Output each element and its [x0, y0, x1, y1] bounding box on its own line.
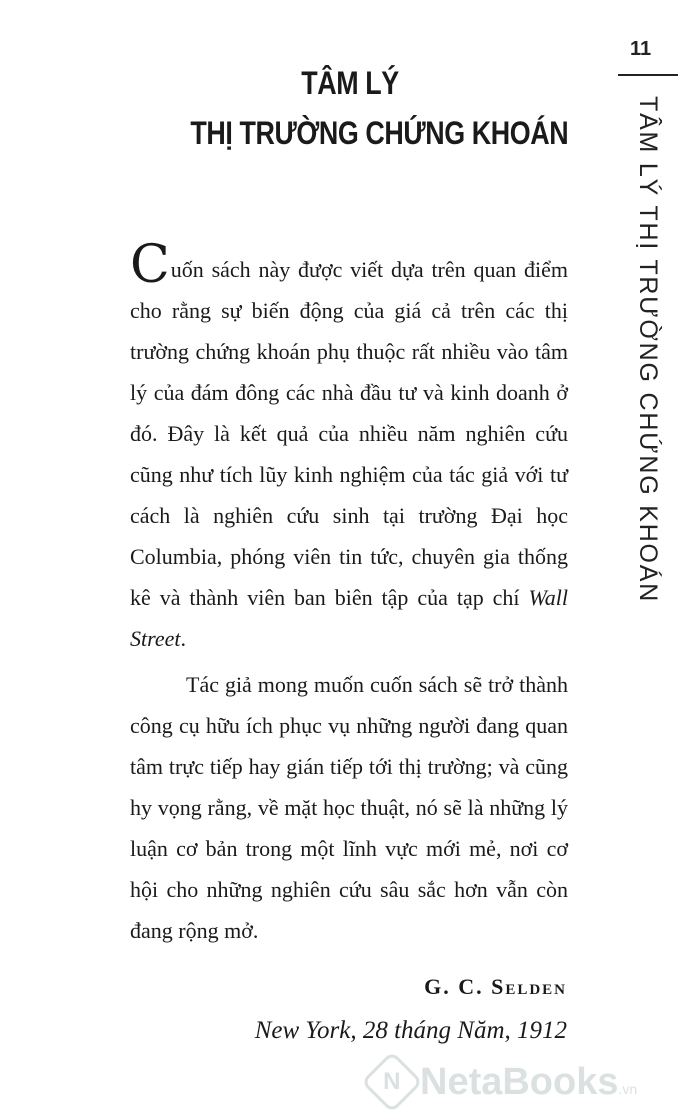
header-rule — [618, 74, 678, 76]
paragraph-1 — [130, 235, 568, 659]
author-name: G. C. Selden — [424, 974, 567, 999]
chapter-title — [190, 58, 569, 158]
paragraph-1-text: uốn sách này được viết dựa trên quan điểm cho rằng sự biến động của giá cả trên các thị trường chứng khoán phụ thuộc rất nhiều vào tâm lý của đám đông các nhà đầu tư và kinh doanh ở đó. Đây là kết quả của nhiều năm nghiên cứu cũng như tích lũy kinh nghiệm của tác giả với tư cách là nghiên cứu sinh tại trường Đại học Columbia, phóng viên tin tức, chuyên gia thống kê và thành viên ban biên tập của tạp chí — [130, 257, 568, 610]
chapter-title-line-2: THỊ TRƯỜNG CHỨNG KHOÁN — [190, 115, 569, 151]
publication-name: Wall Street — [130, 585, 568, 651]
chapter-title-line-1: TÂM LÝ — [301, 65, 399, 101]
netabooks-logo-icon: N — [361, 1051, 423, 1113]
body-text — [130, 235, 568, 951]
paragraph-2: Tác giả mong muốn cuốn sách sẽ trở thành công cụ hữu ích phục vụ những người đang quan tâm trực tiếp hay gián tiếp tới thị trường; và cũng hy vọng rằng, về mặt học thuật, nó sẽ là những lý luận cơ bản trong một lĩnh vực mới mẻ, nơi cơ hội cho những nghiên cứu sâu sắc hơn vẫn còn đang rộng mở. — [130, 672, 568, 943]
page-number: 11 — [630, 38, 652, 60]
watermark — [370, 1060, 637, 1104]
running-head: TÂM LÝ THỊ TRƯỜNG CHỨNG KHOÁN — [634, 96, 662, 604]
paragraph-1-end: . — [180, 626, 186, 651]
signature-block — [255, 972, 567, 1048]
drop-cap: C — [130, 235, 170, 295]
place-date: New York, 28 tháng Năm, 1912 — [254, 1017, 567, 1044]
watermark-text: NetaBooks.vn — [420, 1060, 638, 1103]
